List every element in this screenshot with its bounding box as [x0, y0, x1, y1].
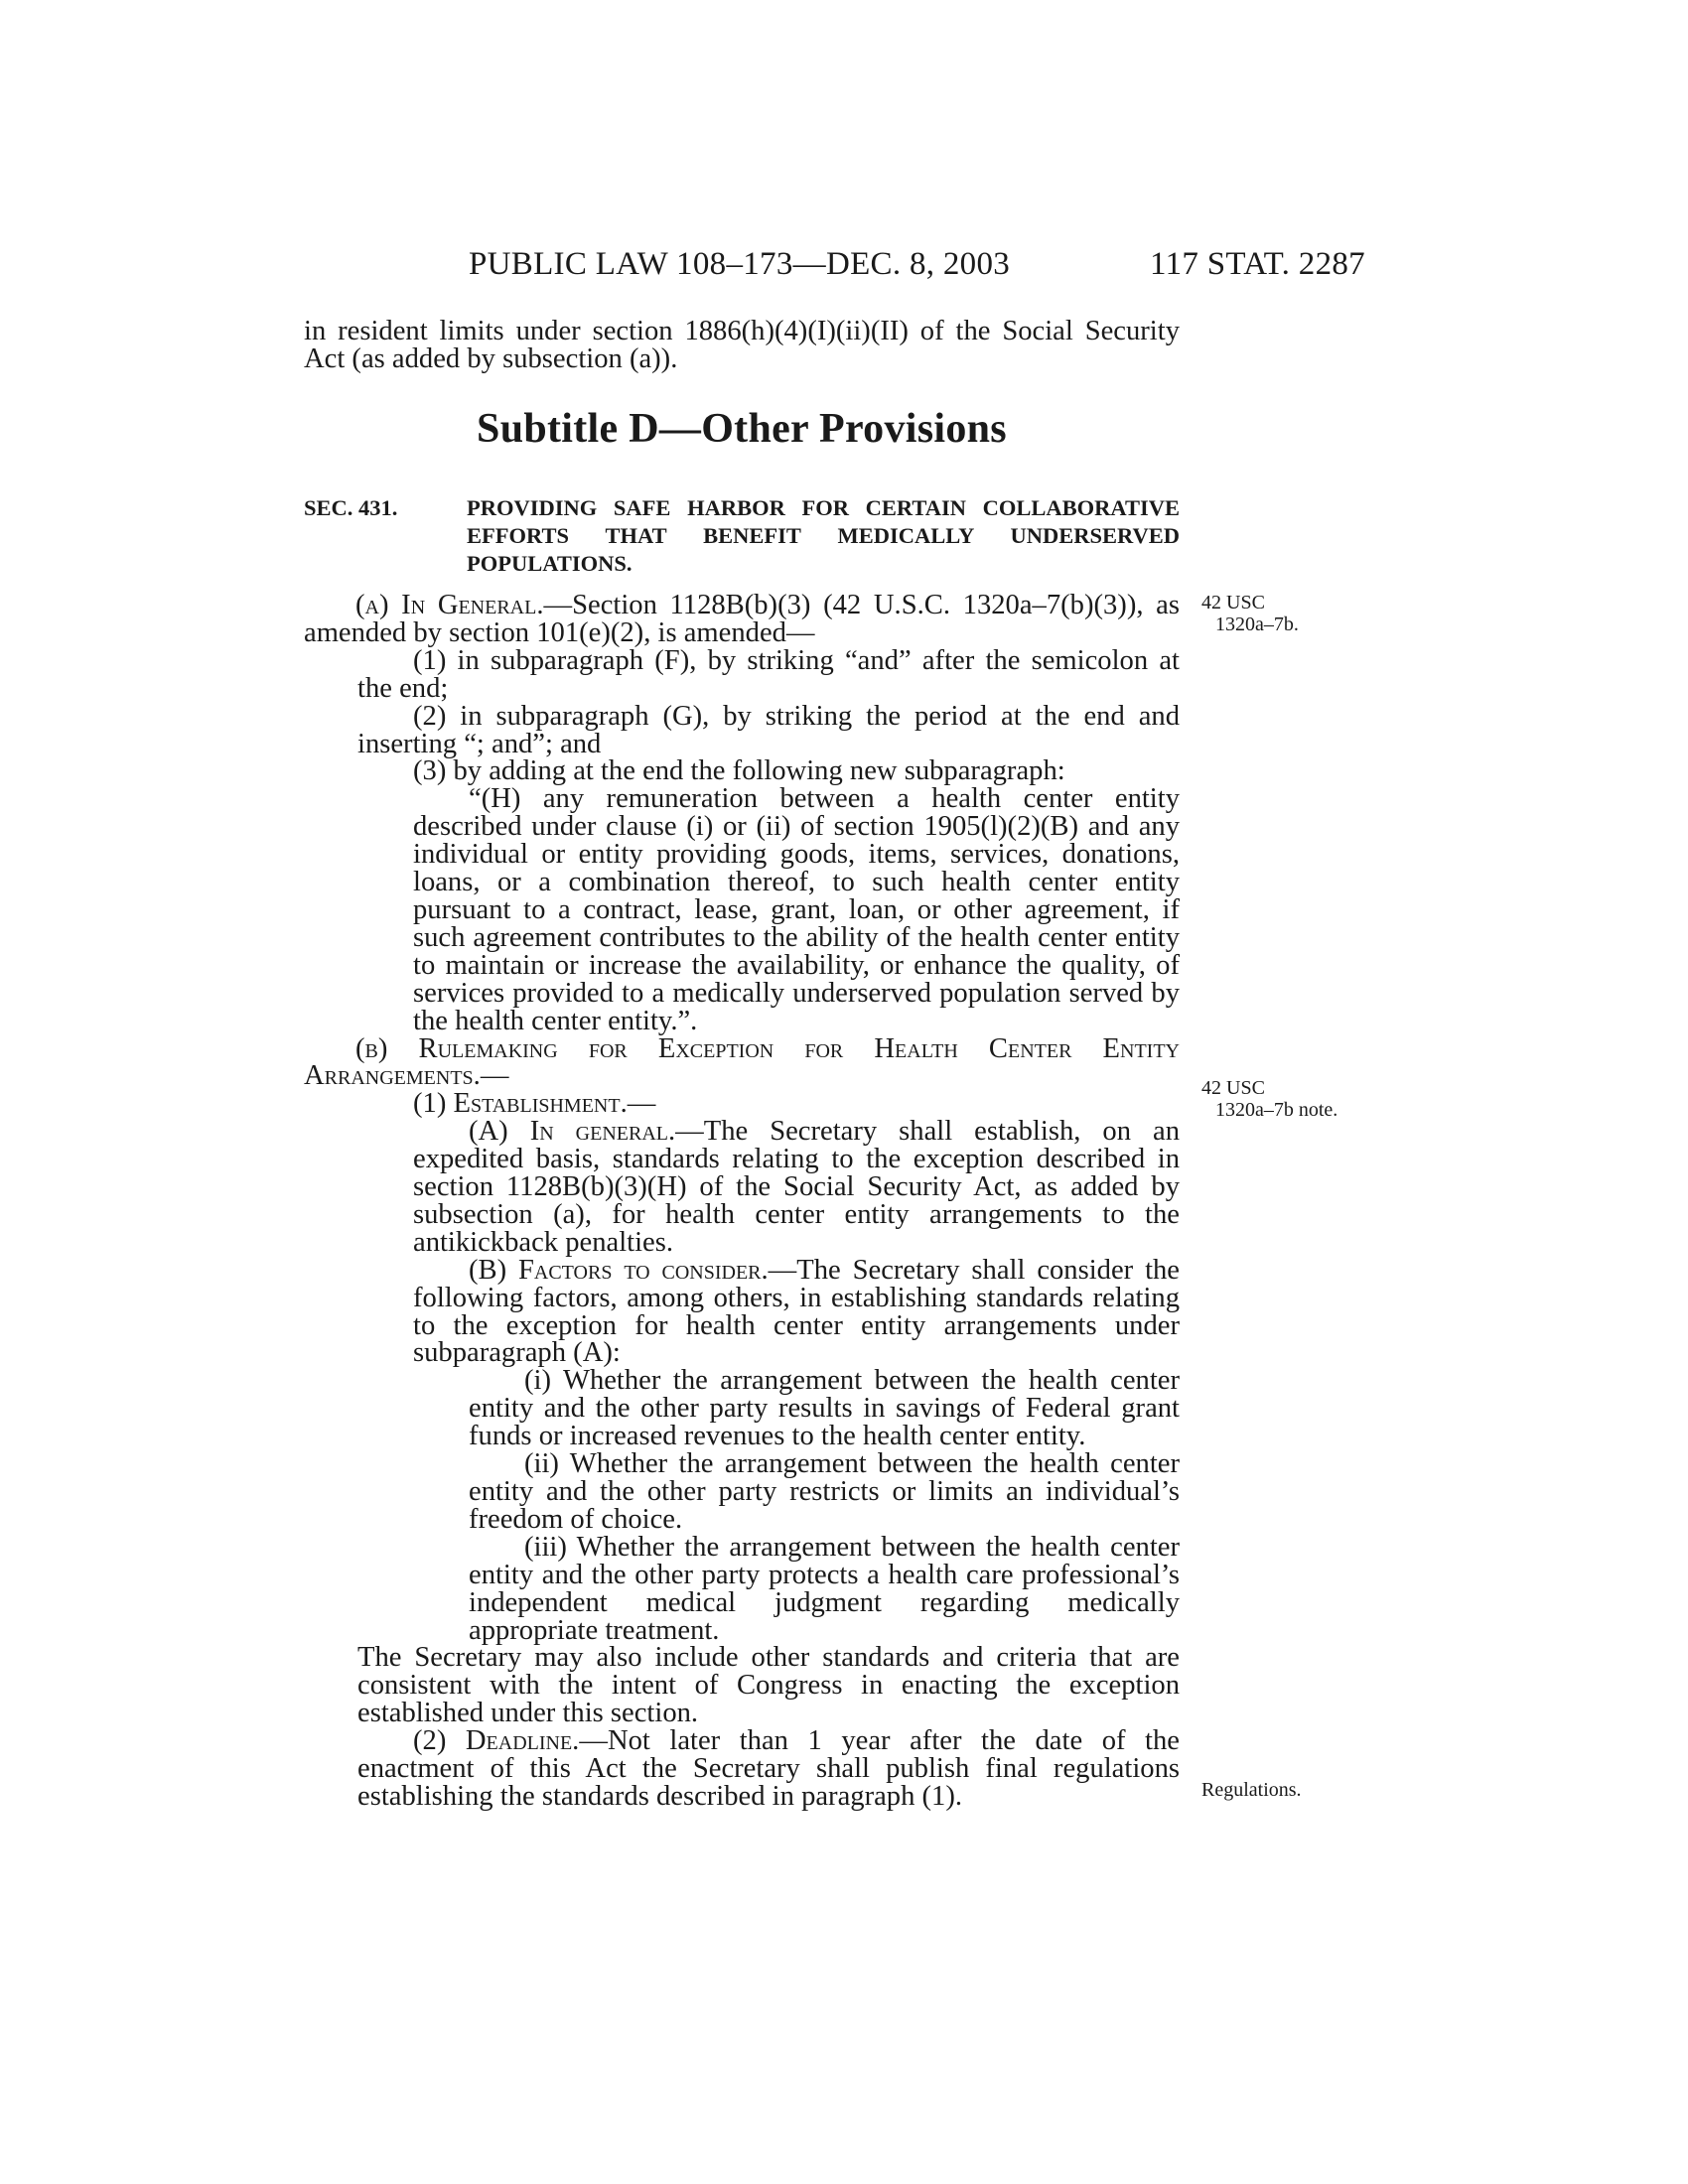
paragraph-b1-dash: — — [627, 1088, 656, 1120]
paragraph-b2-text: —Not later than 1 year after the date of the enactment of this Act the Secretary shall publish final regulations establishing the standards described in paragraph (1). — [357, 1725, 1180, 1812]
subsection-a — [304, 592, 1180, 647]
clause-ii: (ii) Whether the arrangement between the health center entity and the other party restricts or limits an individual’s freedom of choice. — [469, 1448, 1180, 1535]
subsection-a-text: —Section 1128B(b)(3) (42 U.S.C. 1320a–7(b)(3)), as amended by section 101(e)(2), is amended— — [304, 590, 1180, 648]
carryover-paragraph: in resident limits under section 1886(h)(4)(I)(ii)(II) of the Social Security Act (as added by subsection (a)). — [304, 316, 1180, 374]
section-title: PROVIDING SAFE HARBOR FOR CERTAIN COLLABORATIVE EFFORTS THAT BENEFIT MEDICALLY UNDERSERVED POPULATIONS. — [467, 495, 1180, 576]
paragraph-a3: (3) by adding at the end the following new subparagraph: — [413, 755, 1065, 787]
subparagraph-b1a-text: —The Secretary shall establish, on an expedited basis, standards relating to the exception described in section 1128B(b)(3)(H) of the Social Security Act, as added by subsection (a), for health center entity arrangements to the antikickback penalties. — [413, 1116, 1180, 1258]
subparagraph-b1b-heading: (B) Factors to consider. — [469, 1254, 769, 1286]
carryover-text — [304, 318, 1180, 373]
subsection-b-heading: (b) Rulemaking for Exception for Health Center Entity Arrangements. — [304, 1032, 1180, 1092]
subsection-a-heading: (a) In General. — [355, 590, 544, 620]
paragraph-a2: (2) in subparagraph (G), by striking the period at the end and inserting “; and”; and — [357, 700, 1180, 759]
subsection-b-dash: — — [480, 1060, 509, 1092]
running-header-left: PUBLIC LAW 108–173—DEC. 8, 2003 — [469, 246, 1011, 282]
subparagraph-b1b — [304, 1254, 1180, 1369]
subtitle-heading: Subtitle D—Other Provisions — [477, 406, 1007, 452]
clause-iii: (iii) Whether the arrangement between the health center entity and the other party protects a health care professional’s independent medical judgment regarding medically appropriate treatment. — [469, 1531, 1180, 1646]
paragraph-a1: (1) in subparagraph (F), by striking “and” after the semicolon at the end; — [357, 644, 1180, 704]
section-heading — [304, 494, 1180, 578]
margin-note-usc-1-line1: 42 USC — [1201, 592, 1265, 614]
paragraph-b2 — [304, 1727, 1180, 1811]
margin-note-usc-1 — [1201, 592, 1299, 635]
clause-i: (i) Whether the arrangement between the health center entity and the other party results in savings of Federal grant funds or increased revenues to the health center entity. — [469, 1365, 1180, 1452]
paragraph-b2-heading: (2) Deadline. — [413, 1725, 580, 1757]
margin-note-usc-1-line2: 1320a–7b. — [1215, 614, 1299, 635]
paragraph-b1-closing: The Secretary may also include other standards and criteria that are consistent with the intent of Congress in enacting the exception established under this section. — [357, 1642, 1180, 1729]
section-body — [304, 592, 1180, 1811]
running-header-right: 117 STAT. 2287 — [1150, 246, 1365, 282]
subparagraph-h: “(H) any remuneration between a health center entity described under clause (i) or (ii) of section 1905(l)(2)(B) and any individual or entity providing goods, items, services, donations, loans, or a combination thereof, to such health center entity pursuant to a contract, lease, grant, loan, or other agreement, if such agreement contributes to the ability of the health center entity to maintain or increase the availability, or enhance the quality, of services provided to a medically underserved population served by the health center entity.”. — [413, 783, 1180, 1036]
paragraph-b1 — [304, 1090, 1180, 1118]
margin-note-regulations: Regulations. — [1201, 1779, 1302, 1801]
subparagraph-b1a — [304, 1118, 1180, 1257]
paragraph-b1-heading: (1) Establishment. — [413, 1088, 628, 1120]
margin-note-usc-2-line2: 1320a–7b note. — [1215, 1099, 1338, 1121]
subsection-b — [304, 1032, 1180, 1092]
margin-note-usc-2 — [1201, 1077, 1337, 1121]
section-number: SEC. 431. — [304, 495, 398, 520]
margin-note-usc-2-line1: 42 USC — [1201, 1077, 1265, 1099]
subparagraph-b1b-text: —The Secretary shall consider the following factors, among others, in establishing standards relating to the exception for health center entity arrangements under subparagraph (A): — [413, 1254, 1180, 1369]
subparagraph-b1a-heading: (A) In general. — [469, 1116, 676, 1148]
